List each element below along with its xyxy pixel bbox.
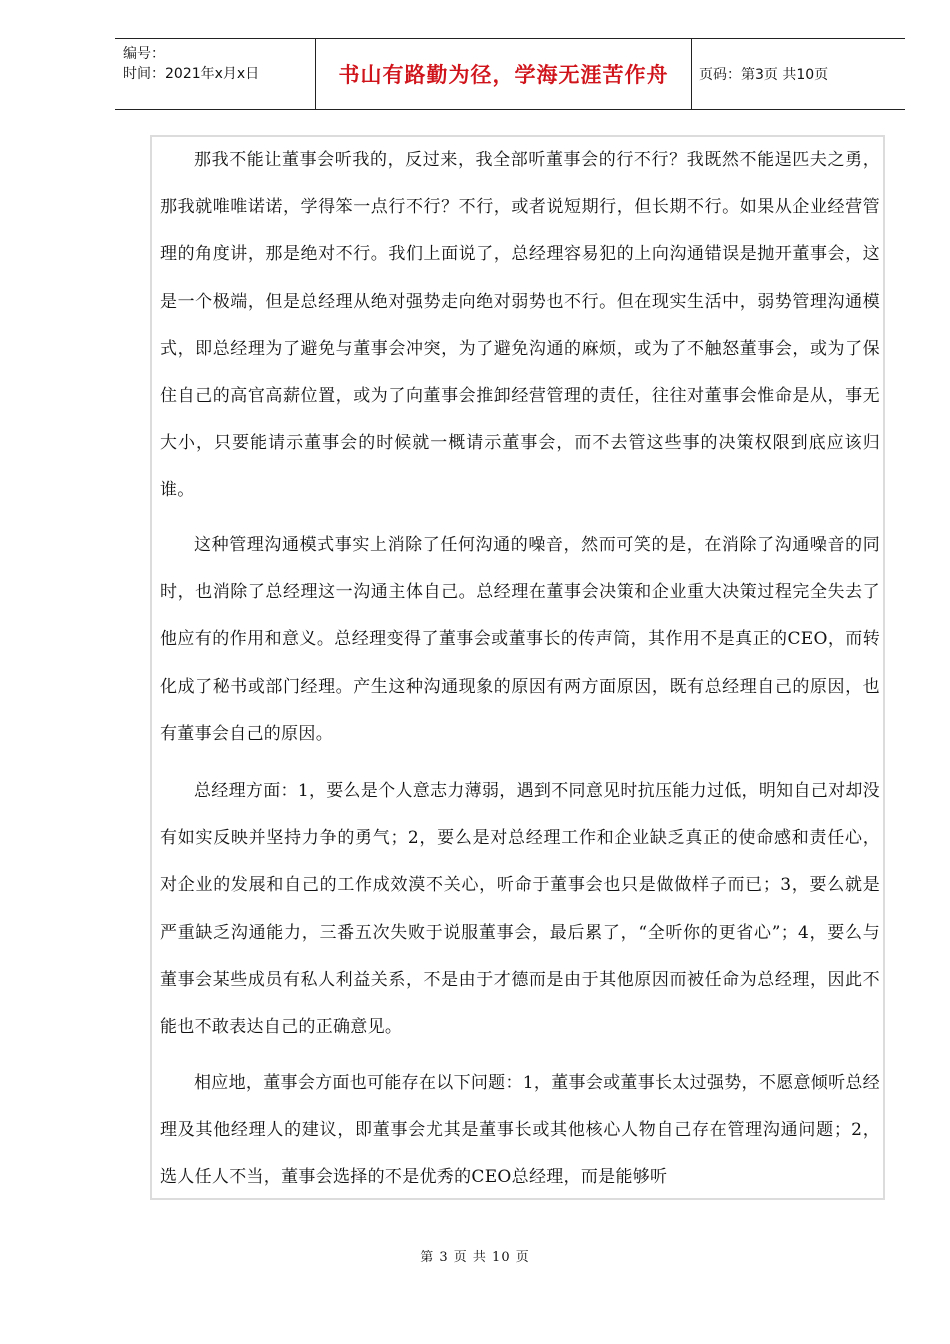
paragraph-2: 这种管理沟通模式事实上消除了任何沟通的噪音，然而可笑的是，在消除了沟通噪音的同时，也消除了总经理这一沟通主体自己。总经理在董事会决策和企业重大决策过程完全失去了他应有的作用和意义。总经理变得了董事会或董事长的传声筒，其作用不是真正的CEO，而转化成了秘书或部门经理。产生这种沟通现象的原因有两方面原因，既有总经理自己的原因，也有董事会自己的原因。 (160, 535, 880, 744)
paragraph-1: 那我不能让董事会听我的，反过来，我全部听董事会的行不行？我既然不能逞匹夫之勇，那我就唯唯诺诺，学得笨一点行不行？不行，或者说短期行，但长期不行。如果从企业经营管理的角度讲，那是绝对不行。我们上面说了，总经理容易犯的上向沟通错误是抛开董事会，这是一个极端，但是总经理从绝对强势走向绝对弱势也不行。但在现实生活中，弱势管理沟通模式，即总经理为了避免与董事会冲突，为了避免沟通的麻烦，或为了不触怒董事会，或为了保住自己的高官高薪位置，或为了向董事会推卸经营管理的责任，往往对董事会惟命是从，事无大小，只要能请示董事会的时候就一概请示董事会，而不去管这些事的决策权限到底应该归谁。 (160, 150, 880, 501)
header-page-cell (691, 39, 905, 109)
serial-label: 编号： (123, 46, 165, 62)
page-footer: 第 3 页 共 10 页 (420, 1250, 530, 1265)
header-motto-cell (315, 39, 692, 109)
date-line: 时间：2021年x月x日 (123, 66, 260, 82)
paragraph-3: 总经理方面：1，要么是个人意志力薄弱，遇到不同意见时抗压能力过低，明知自己对却没有如实反映并坚持力争的勇气；2，要么是对总经理工作和企业缺乏真正的使命感和责任心，对企业的发展和自己的工作成效漠不关心，听命于董事会也只是做做样子而已；3，要么就是严重缺乏沟通能力，三番五次失败于说服董事会，最后累了，“全听你的更省心”；4，要么与董事会某些成员有私人利益关系，不是由于才德而是由于其他原因而被任命为总经理，因此不能也不敢表达自己的正确意见。 (160, 781, 880, 1038)
header-meta-cell (115, 39, 315, 109)
page-header (115, 38, 905, 110)
paragraph-4: 相应地，董事会方面也可能存在以下问题：1，董事会或董事长太过强势，不愿意倾听总经理及其他经理人的建议，即董事会尤其是董事长或其他核心人物自己存在管理沟通问题；2，选人任人不当，董事会选择的不是优秀的CEO总经理，而是能够听 (160, 1073, 880, 1188)
page-info: 页码：第3页 共10页 (699, 67, 829, 83)
motto-text: 书山有路勤为径，学海无涯苦作舟 (338, 63, 669, 87)
